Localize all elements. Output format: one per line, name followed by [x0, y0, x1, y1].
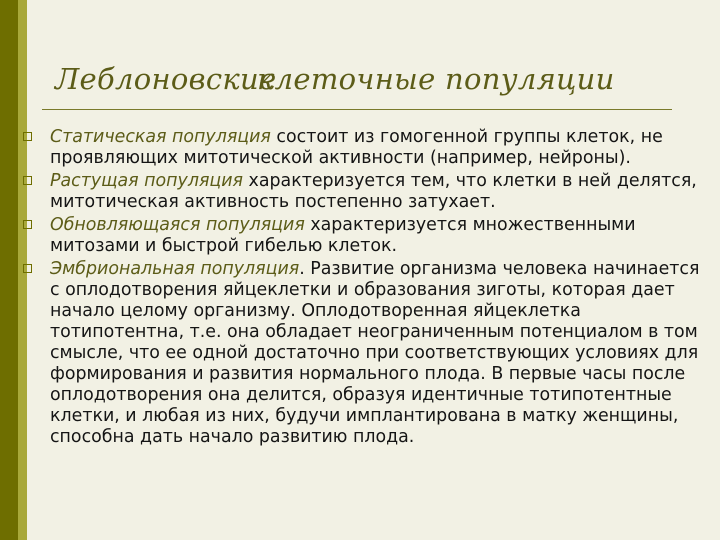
square-bullet-icon [23, 132, 32, 141]
bullet-term: Растущая популяция [50, 171, 244, 191]
title-divider [42, 109, 672, 110]
bullet-text: . Развитие организма человека начинается с оплодотворения яйцеклетки и образования зиготы, которая дает начало целому организму. Оплодотворенная яйцеклетка тотипотентна, т.е. она обладает неограниченным потенциалом в том смысле, что ее одной достаточно при соответствующих условиях для формирования и развития нормального плода. В первые часы после оплодотворения она делится, образуя идентичные тотипотентные клетки, и любая из них, будучи имплантирована в матку женщины, способна дать начало развитию плода. [50, 259, 700, 447]
slide-title [55, 62, 695, 106]
bullet-item-growing [22, 171, 702, 213]
bullet-item-embryonic [22, 259, 702, 448]
title-overlay: клеточные популяции [257, 62, 615, 96]
bullet-term: Эмбриональная популяция [50, 259, 300, 279]
bullet-text: характеризуется тем, что клетки в ней делятся, митотическая активность постепенно затухает. [50, 171, 697, 212]
title-main: Леблоновские [55, 62, 277, 96]
bullet-item-renewing [22, 215, 702, 257]
left-accent-bar-dark [0, 0, 18, 540]
bullet-list [22, 127, 702, 450]
square-bullet-icon [23, 176, 32, 185]
bullet-item-static [22, 127, 702, 169]
bullet-term: Статическая популяция [50, 127, 271, 147]
bullet-text: состоит из гомогенной группы клеток, не проявляющих митотической активности (например, нейроны). [50, 127, 663, 168]
square-bullet-icon [23, 220, 32, 229]
bullet-term: Обновляющаяся популяция [50, 215, 305, 235]
bullet-text: характеризуется множественными митозами и быстрой гибелью клеток. [50, 215, 636, 256]
square-bullet-icon [23, 264, 32, 273]
